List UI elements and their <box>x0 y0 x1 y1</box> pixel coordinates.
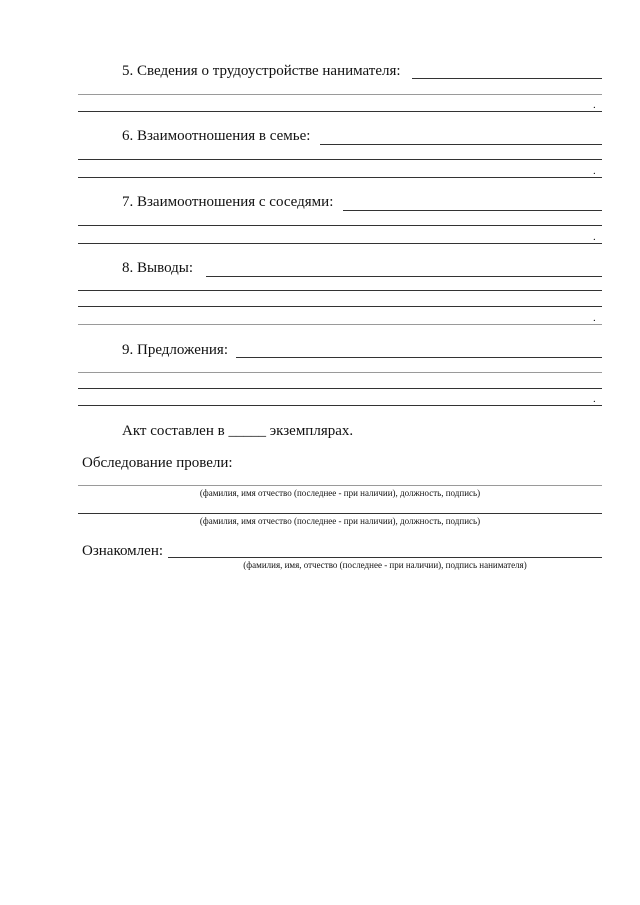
act-prefix: Акт составлен в <box>122 423 225 439</box>
section-5-label: 5. Сведения о трудоустройстве нанимателя: <box>122 63 401 79</box>
section-8-end-dot: . <box>593 312 596 324</box>
section-9-label: 9. Предложения: <box>122 342 228 358</box>
section-6-line-3[interactable] <box>78 177 602 178</box>
section-9-line-4[interactable] <box>78 405 602 406</box>
section-7-end-dot: . <box>593 231 596 243</box>
section-7-line-3[interactable] <box>78 243 602 244</box>
act-copies-line <box>122 423 353 440</box>
acquainted-label: Ознакомлен: <box>82 543 164 559</box>
section-8-label: 8. Выводы: <box>122 260 194 276</box>
inspector-2-caption: (фамилия, имя отчество (последнее - при наличии), должность, подпись) <box>199 516 481 526</box>
section-7-line-2[interactable] <box>78 225 602 226</box>
section-9-field-line[interactable] <box>236 357 602 358</box>
inspection-label: Обследование провели: <box>82 455 233 471</box>
acquainted-line[interactable] <box>168 557 602 558</box>
section-5-end-dot: . <box>593 99 596 111</box>
section-9-end-dot: . <box>593 393 596 405</box>
section-5-line-3[interactable] <box>78 111 602 112</box>
section-7-label: 7. Взаимоотношения с соседями: <box>122 194 334 210</box>
inspector-1-line[interactable] <box>78 485 602 486</box>
section-8-field-line[interactable] <box>206 276 602 277</box>
inspector-2-line[interactable] <box>78 513 602 514</box>
acquainted-caption: (фамилия, имя, отчество (последнее - при наличии), подпись нанимателя) <box>243 560 527 570</box>
section-6-end-dot: . <box>593 165 596 177</box>
section-6-label: 6. Взаимоотношения в семье: <box>122 128 311 144</box>
act-copies-blank[interactable]: _____ <box>228 423 266 439</box>
section-8-line-4[interactable] <box>78 324 602 325</box>
section-9-line-3[interactable] <box>78 388 602 389</box>
act-suffix: экземплярах. <box>269 423 354 439</box>
section-6-line-2[interactable] <box>78 159 602 160</box>
section-7-field-line[interactable] <box>343 210 602 211</box>
section-5-field-line[interactable] <box>412 78 602 79</box>
section-5-line-2[interactable] <box>78 94 602 95</box>
section-6-field-line[interactable] <box>320 144 602 145</box>
section-9-line-2[interactable] <box>78 372 602 373</box>
section-8-line-2[interactable] <box>78 290 602 291</box>
section-8-line-3[interactable] <box>78 306 602 307</box>
inspector-1-caption: (фамилия, имя отчество (последнее - при наличии), должность, подпись) <box>199 488 481 498</box>
